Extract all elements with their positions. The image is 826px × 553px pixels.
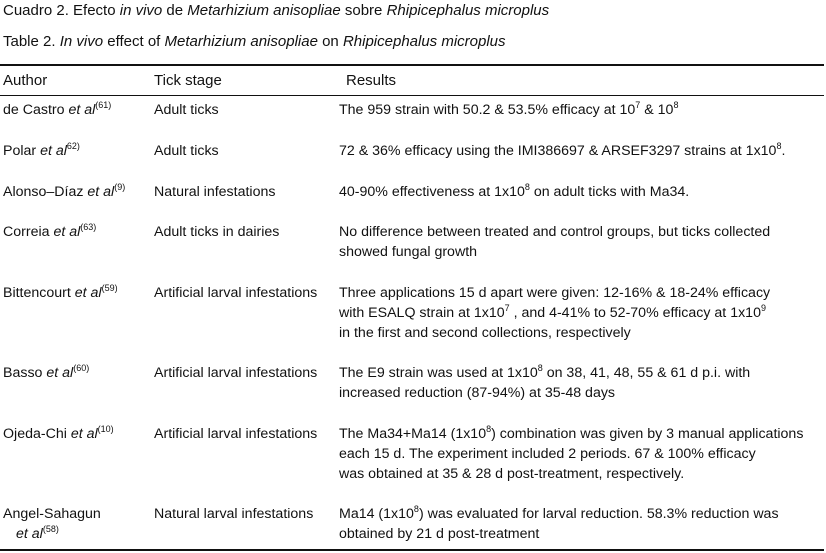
table-row-author: Angel-Sahagun	[3, 506, 101, 522]
header-author: Author	[3, 72, 48, 89]
table-bottom-rule	[0, 549, 824, 551]
table-row-author: Ojeda-Chi et $al^{(10)}$	[3, 424, 114, 442]
table-row-author: Alonso–Díaz et $al^{(9)}$	[3, 182, 126, 200]
table-row-results: Three applications 15 d apart were given: 12-16% & 18-24% efficacy	[339, 285, 771, 301]
table-row-results: Ma14 $(1x10^8)$ was evaluated for larval reduction. 58.3% reduction was	[339, 504, 779, 522]
table-row-results: increased reduction (87-94%) at 35-48 days	[339, 385, 616, 401]
table-row-results: in the first and second collections, respectively	[339, 325, 631, 341]
table-row-author: et $al^{(58)}$	[16, 524, 59, 542]
table-row-author: Basso et $al^{(60)}$	[3, 363, 90, 381]
table-row-results: No difference between treated and control groups, but ticks collected	[339, 224, 771, 240]
table-row-results: was obtained at 35 & 28 d post-treatment, respectively.	[339, 466, 685, 482]
table-row-results: The Ma34+Ma14 $(1x10^8)$ combination was given by 3 manual applications	[339, 424, 804, 442]
caption-spanish: Cuadro 2. Efecto in vivo de Metarhizium anisopliae sobre Rhipicephalus microplus	[3, 2, 550, 19]
table-row-results: The 959 strain with 50.2 & 53.5% efficacy at $10^7$ & $10^8$	[339, 100, 679, 118]
table-row-results: each 15 d. The experiment included 2 periods. 67 & 100% efficacy	[339, 446, 756, 462]
table-row-stage: Natural larval infestations	[154, 506, 314, 522]
table-header-rule	[0, 95, 824, 96]
table-row-results: obtained by 21 d post-treatment	[339, 526, 540, 542]
table-row-stage: Natural infestations	[154, 184, 276, 200]
header-results: Results	[346, 72, 397, 89]
table-row-results: The E9 strain was used at $1x10^8$ on 38, 41, 48, 55 & 61 d p.i. with	[339, 363, 751, 381]
table-row-stage: Adult ticks	[154, 102, 219, 118]
table-row-author: Polar et $al^{62)}$	[3, 141, 80, 159]
table-top-rule	[0, 64, 824, 66]
table-row-results: with ESALQ strain at $1x10^7$ , and 4-41% to 52-70% efficacy at $1x10^9$	[339, 303, 766, 321]
caption-english: Table 2. In vivo effect of Metarhizium anisopliae on Rhipicephalus microplus	[3, 33, 506, 50]
table-row-results: 40-90% effectiveness at $1x10^8$ on adult ticks with Ma34.	[339, 182, 690, 200]
table-row-results: showed fungal growth	[339, 244, 478, 260]
table-row-author: Bittencourt et $al^{(59)}$	[3, 283, 118, 301]
table-row-stage: Adult ticks	[154, 143, 219, 159]
table-row-stage: Artificial larval infestations	[154, 426, 318, 442]
table-row-stage: Adult ticks in dairies	[154, 224, 280, 240]
header-tick-stage: Tick stage	[154, 72, 222, 89]
table-row-stage: Artificial larval infestations	[154, 285, 318, 301]
table-row-author: Correia et $al^{(63)}$	[3, 222, 97, 240]
table-row-stage: Artificial larval infestations	[154, 365, 318, 381]
table-row-results: 72 & 36% efficacy using the IMI386697 & ARSEF3297 strains at $1x10^8$.	[339, 141, 786, 159]
table-row-author: de Castro et $al^{(61)}$	[3, 100, 112, 118]
